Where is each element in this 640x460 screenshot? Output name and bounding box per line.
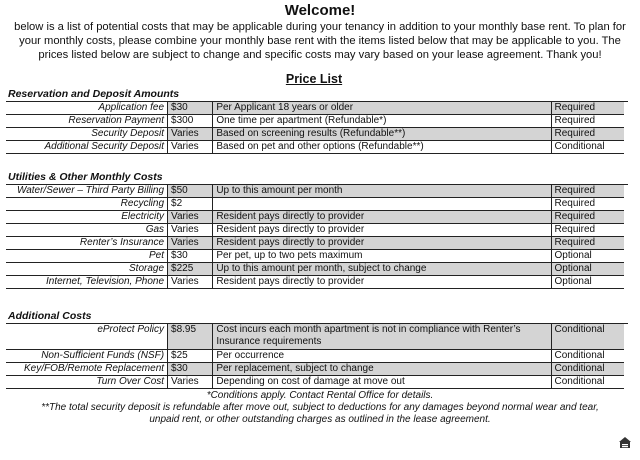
intro-text — [0, 20, 640, 62]
table-row — [6, 102, 624, 115]
cost-description — [213, 198, 551, 211]
table-row — [6, 237, 624, 250]
cost-description: One time per apartment (Refundable*) — [213, 115, 551, 128]
intro-line: prices listed below are subject to change and specific costs may vary based on your lease agreement. Thank you! — [38, 49, 602, 61]
table-row — [6, 185, 624, 198]
cost-status: Required — [551, 211, 624, 224]
cost-item-label: Pet — [6, 250, 168, 263]
footnote-line: *Conditions apply. Contact Rental Office for details. — [206, 390, 434, 401]
price-list-heading: Price List — [285, 72, 343, 86]
cost-item-label: Water/Sewer – Third Party Billing — [6, 185, 168, 198]
cost-price: $30 — [168, 363, 213, 376]
table-row — [6, 115, 624, 128]
cost-description: Resident pays directly to provider — [213, 237, 551, 250]
table-row — [6, 250, 624, 263]
cost-description: Depending on cost of damage at move out — [213, 376, 551, 389]
footnote-line: unpaid rent, or other outstanding charges as outlined in the lease agreement. — [149, 414, 491, 425]
table-row — [6, 128, 624, 141]
cost-status: Required — [551, 224, 624, 237]
cost-item-label: Electricity — [6, 211, 168, 224]
table-row — [6, 198, 624, 211]
cost-description: Per occurrence — [213, 350, 551, 363]
cost-item-label: Internet, Television, Phone — [6, 276, 168, 289]
cost-description: Cost incurs each month apartment is not in compliance with Renter’s Insurance requirements — [213, 324, 551, 350]
cost-description: Based on pet and other options (Refundable**) — [213, 141, 551, 154]
cost-item-label: Application fee — [6, 102, 168, 115]
table-row — [6, 263, 624, 276]
cost-status: Required — [551, 128, 624, 141]
cost-status: Optional — [551, 276, 624, 289]
cost-item-label: Gas — [6, 224, 168, 237]
cost-description: Up to this amount per month, subject to change — [213, 263, 551, 276]
cost-description: Per pet, up to two pets maximum — [213, 250, 551, 263]
cost-price: $30 — [168, 250, 213, 263]
cost-item-label: Key/FOB/Remote Replacement — [6, 363, 168, 376]
cost-item-label: Storage — [6, 263, 168, 276]
table-row — [6, 363, 624, 376]
cost-status: Required — [551, 237, 624, 250]
cost-item-label: eProtect Policy — [6, 324, 168, 350]
cost-price: $25 — [168, 350, 213, 363]
reservation-rows — [6, 102, 624, 154]
table-row — [6, 224, 624, 237]
cost-status: Conditional — [551, 350, 624, 363]
cost-item-label: Recycling — [6, 198, 168, 211]
cost-status: Conditional — [551, 363, 624, 376]
table-row — [6, 211, 624, 224]
cost-description: Resident pays directly to provider — [213, 276, 551, 289]
cost-price: $8.95 — [168, 324, 213, 350]
cost-price: Varies — [168, 276, 213, 289]
cost-item-label: Turn Over Cost — [6, 376, 168, 389]
cost-status: Required — [551, 102, 624, 115]
cost-price: Varies — [168, 376, 213, 389]
reservation-table — [6, 101, 624, 154]
cost-price: $50 — [168, 185, 213, 198]
section-heading-reservation: Reservation and Deposit Amounts — [8, 88, 628, 102]
cost-status: Optional — [551, 250, 624, 263]
cost-item-label: Reservation Payment — [6, 115, 168, 128]
table-row — [6, 376, 624, 389]
cost-price: $30 — [168, 102, 213, 115]
cost-status: Conditional — [551, 141, 624, 154]
cost-item-label: Security Deposit — [6, 128, 168, 141]
cost-description: Up to this amount per month — [213, 185, 551, 198]
table-row — [6, 324, 624, 350]
cost-status: Required — [551, 115, 624, 128]
section-heading-utilities: Utilities & Other Monthly Costs — [8, 171, 628, 185]
cost-item-label: Additional Security Deposit — [6, 141, 168, 154]
page-title: Welcome! — [284, 2, 356, 19]
cost-description: Based on screening results (Refundable**) — [213, 128, 551, 141]
cost-status: Required — [551, 198, 624, 211]
cost-price: Varies — [168, 211, 213, 224]
cost-price: $300 — [168, 115, 213, 128]
cost-status: Conditional — [551, 324, 624, 350]
table-row — [6, 141, 624, 154]
cost-price: Varies — [168, 141, 213, 154]
cost-price: Varies — [168, 128, 213, 141]
utilities-rows — [6, 185, 624, 289]
cost-status: Required — [551, 185, 624, 198]
additional-table — [6, 323, 624, 389]
intro-line: below is a list of potential costs that may be applicable during your tenancy in addition to your monthly base rent. To plan for — [14, 21, 626, 33]
cost-price: $225 — [168, 263, 213, 276]
footnotes — [0, 390, 640, 426]
cost-description: Resident pays directly to provider — [213, 211, 551, 224]
section-heading-additional: Additional Costs — [8, 310, 628, 324]
cost-price: Varies — [168, 237, 213, 250]
table-row — [6, 276, 624, 289]
equal-housing-opportunity-icon — [618, 436, 632, 450]
cost-price: $2 — [168, 198, 213, 211]
cost-description: Resident pays directly to provider — [213, 224, 551, 237]
intro-line: your monthly costs, please combine your monthly base rent with the items listed below that may be applicable to you. The — [19, 35, 621, 47]
cost-item-label: Non-Sufficient Funds (NSF) — [6, 350, 168, 363]
utilities-table — [6, 184, 624, 289]
cost-status: Optional — [551, 263, 624, 276]
cost-price: Varies — [168, 224, 213, 237]
cost-status: Conditional — [551, 376, 624, 389]
footnote-line: **The total security deposit is refundable after move out, subject to deductions for any damages beyond normal wear and tear, — [41, 402, 599, 413]
table-row — [6, 350, 624, 363]
cost-item-label: Renter’s Insurance — [6, 237, 168, 250]
additional-rows — [6, 324, 624, 389]
cost-description: Per replacement, subject to change — [213, 363, 551, 376]
cost-description: Per Applicant 18 years or older — [213, 102, 551, 115]
